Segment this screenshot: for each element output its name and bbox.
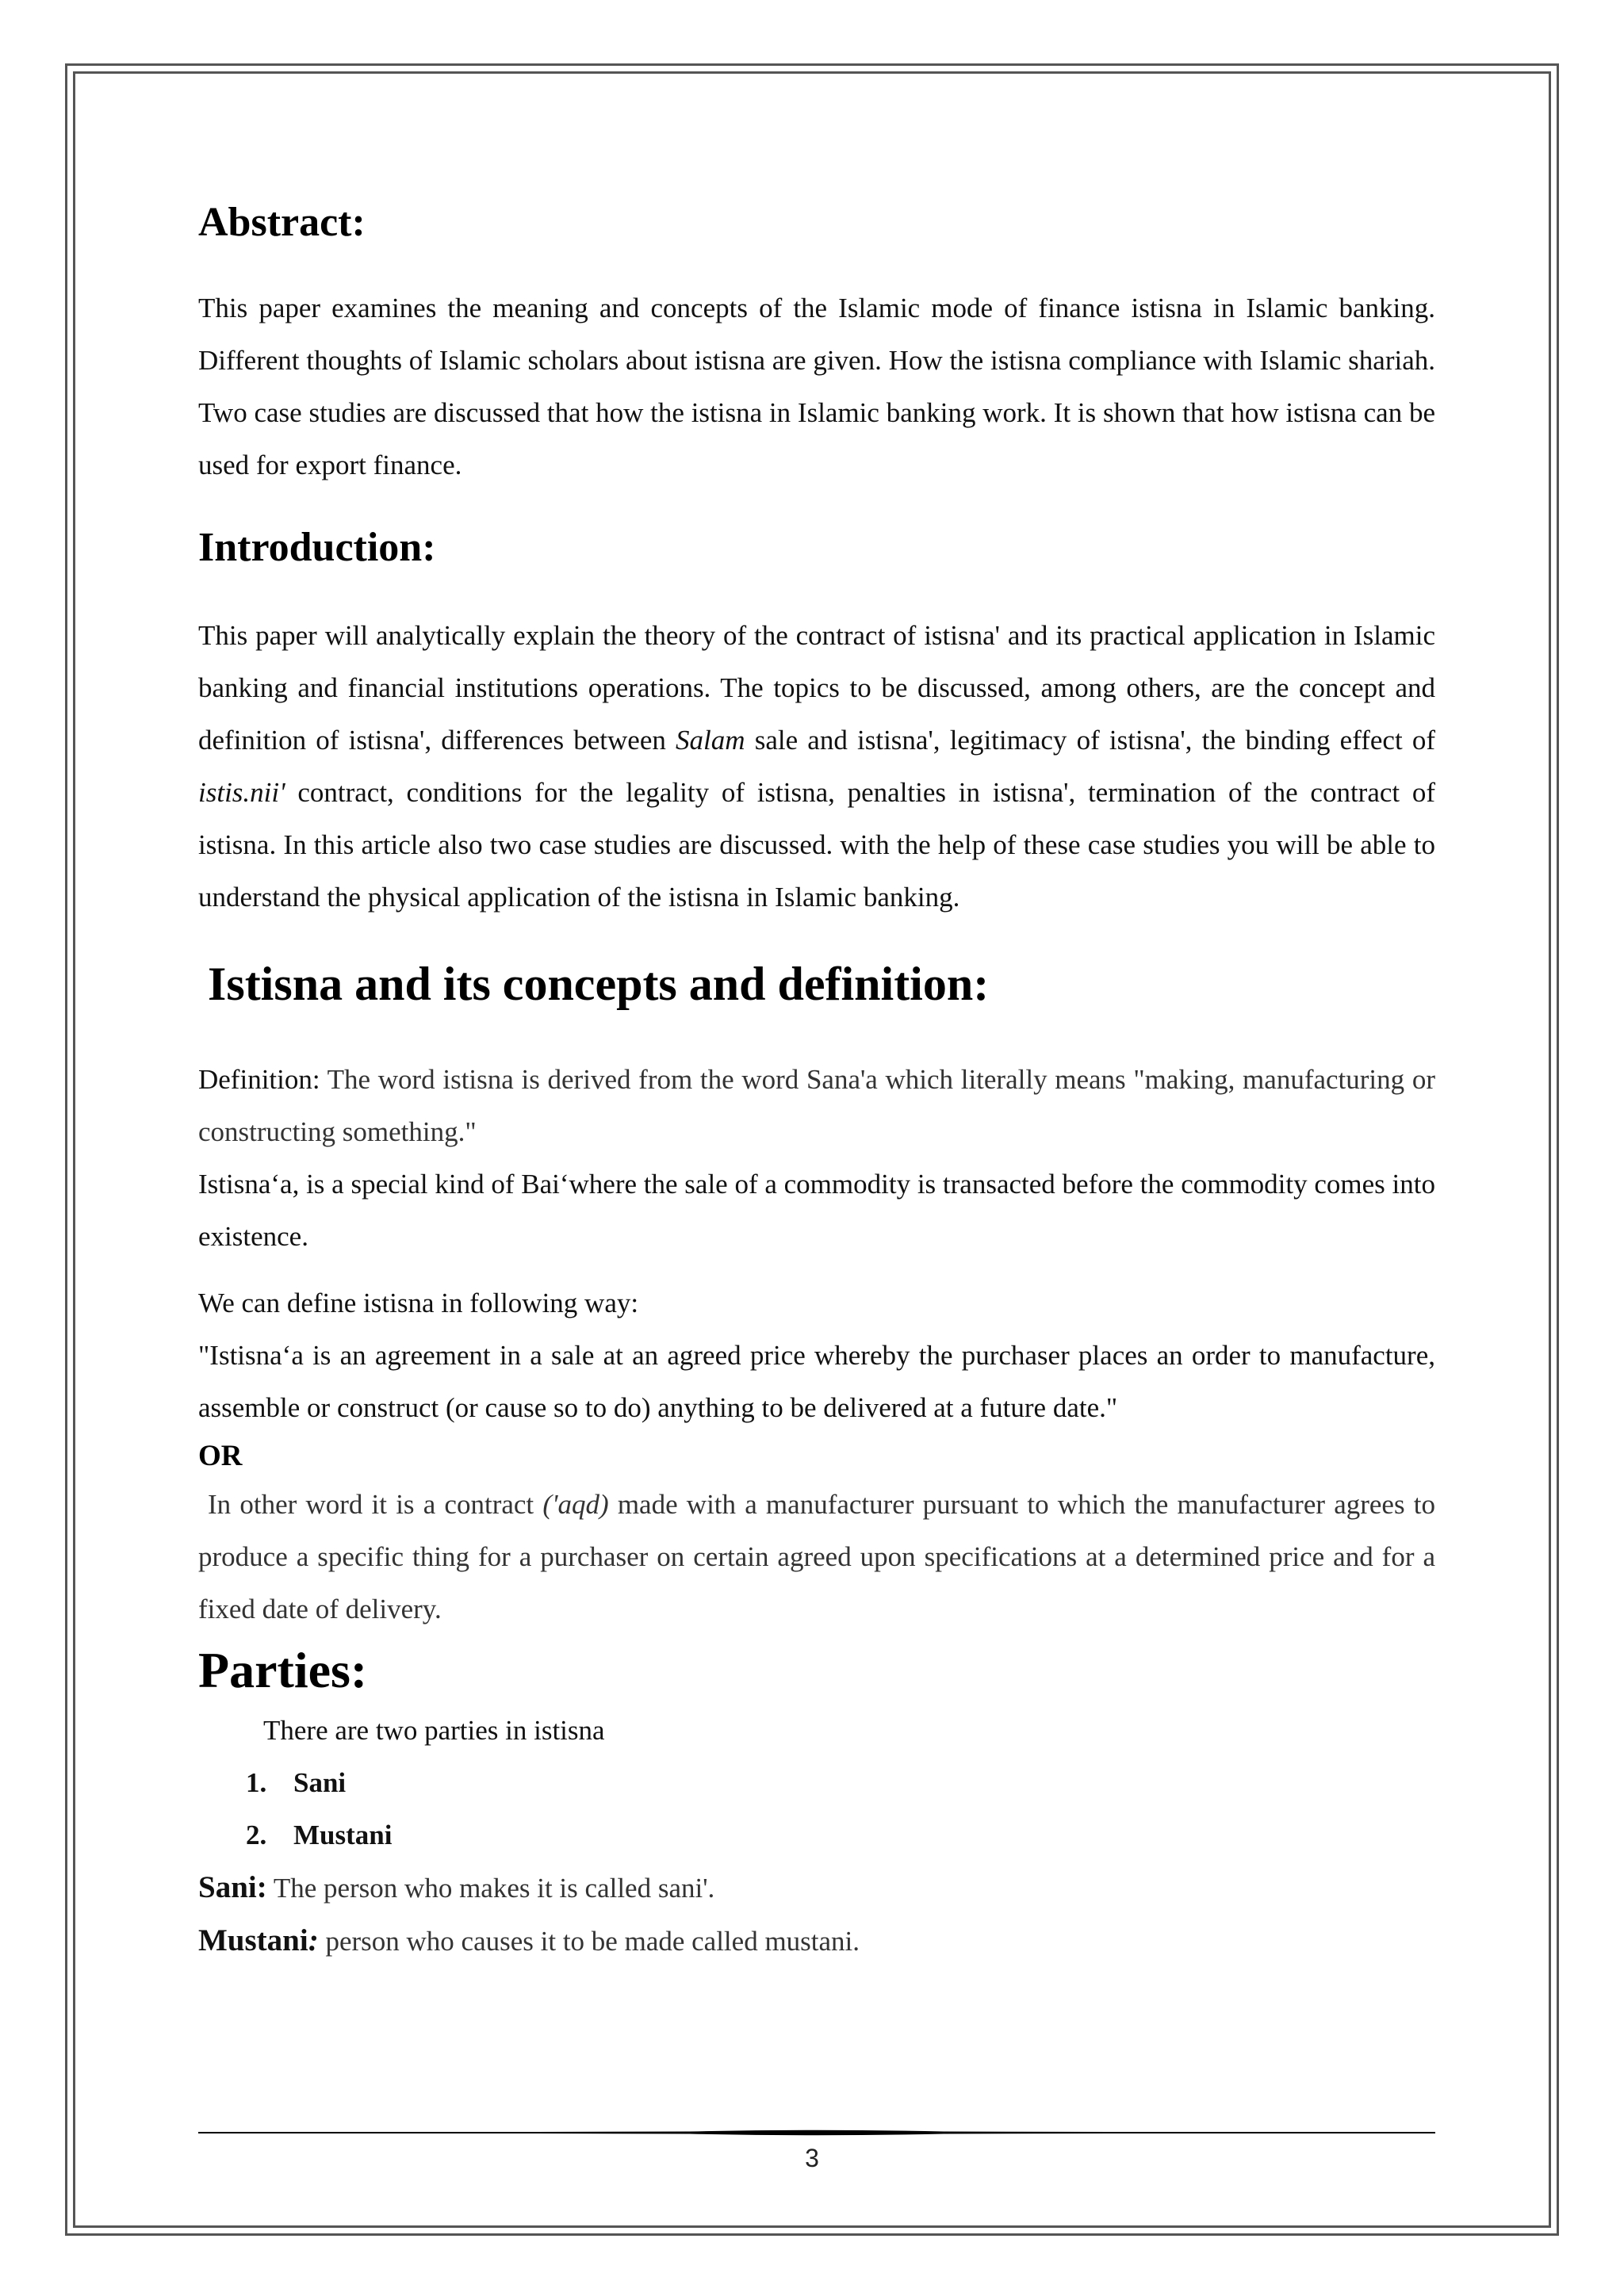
abstract-body: This paper examines the meaning and concepts of the Islamic mode of finance istisna in Islamic banking. Different thoughts of Islamic scholars about istisna are given. How the istisna compliance with Islamic shariah. Two case studies are discussed that how the istisna in Islamic banking work. It is shown that how istisna can be used for export finance.: [198, 293, 1435, 481]
page-content: [198, 190, 1435, 1968]
list-item: [198, 1809, 1435, 1862]
or-label: OR: [198, 1439, 243, 1472]
mustani-colon: :: [308, 1923, 319, 1957]
bai-paragraph: Istisna‘a, is a special kind of Bai‘where the sale of a commodity is transacted before the commodity comes into existence.: [198, 1168, 1435, 1252]
sani-definition: [198, 1862, 1435, 1915]
list-item-label: Mustani: [293, 1819, 393, 1850]
sani-def: The person who makes it is called sani'.: [266, 1872, 715, 1904]
footer-divider: [198, 2126, 1435, 2139]
abstract-heading: Abstract:: [198, 200, 366, 245]
sani-term: Sani:: [198, 1869, 267, 1904]
list-item-number: 2.: [246, 1819, 267, 1850]
aqd-term: ('aqd): [542, 1488, 609, 1520]
parties-intro: There are two parties in istisna: [263, 1714, 605, 1746]
concepts-heading: Istisna and its concepts and definition:: [208, 957, 990, 1010]
introduction-text-3: contract, conditions for the legality of istisna, penalties in istisna', termination of the contract of istisna. In this article also two case studies are discussed. with the help of these case studies you will be able to understand the physical application of the istisna in Islamic banking.: [198, 776, 1435, 913]
define-intro: We can define istisna in following way:: [198, 1287, 639, 1318]
other-word-paragraph: [198, 1479, 1435, 1636]
list-item-number: 1.: [246, 1766, 267, 1798]
mustani-definition: [198, 1915, 1435, 1968]
introduction-heading: Introduction:: [198, 525, 436, 571]
definition-label: Definition:: [198, 1063, 320, 1095]
other-text-2: made with a manufacturer pursuant to which the manufacturer agrees to produce a specific thing for a purchaser on certain agreed upon specifications at a determined price and for a fixed date of delivery.: [198, 1488, 1435, 1624]
salam-term: Salam: [676, 724, 745, 756]
other-text-1: In other word it is a contract: [208, 1488, 543, 1520]
mustani-term: Mustani: [198, 1923, 308, 1957]
parties-heading: Parties:: [198, 1641, 368, 1698]
page-number: 3: [805, 2144, 819, 2172]
introduction-text-1: This paper will analytically explain the theory of the contract of istisna' and its practical application in Islamic banking and financial institutions operations. The topics to be discussed, among others, are the concept and definition of istisna', differences between: [198, 619, 1435, 756]
introduction-text-2: sale and istisna', legitimacy of istisna', the binding effect of: [745, 724, 1435, 756]
definition-text: The word istisna is derived from the word Sana'a which literally means "making, manufacturing or constructing something.": [198, 1063, 1435, 1147]
define-quote: "Istisna‘a is an agreement in a sale at an agreed price whereby the purchaser places an order to manufacture, assemble or construct (or cause so to do) anything to be delivered at a future date.": [198, 1339, 1435, 1423]
list-item: [198, 1757, 1435, 1809]
list-item-label: Sani: [293, 1766, 347, 1798]
mustani-def: person who causes it to be made called mustani.: [318, 1925, 860, 1957]
introduction-body: [198, 610, 1435, 924]
istisnii-term: istis.nii': [198, 776, 285, 808]
parties-list: [198, 1757, 1435, 1862]
definition-paragraph: [198, 1054, 1435, 1158]
